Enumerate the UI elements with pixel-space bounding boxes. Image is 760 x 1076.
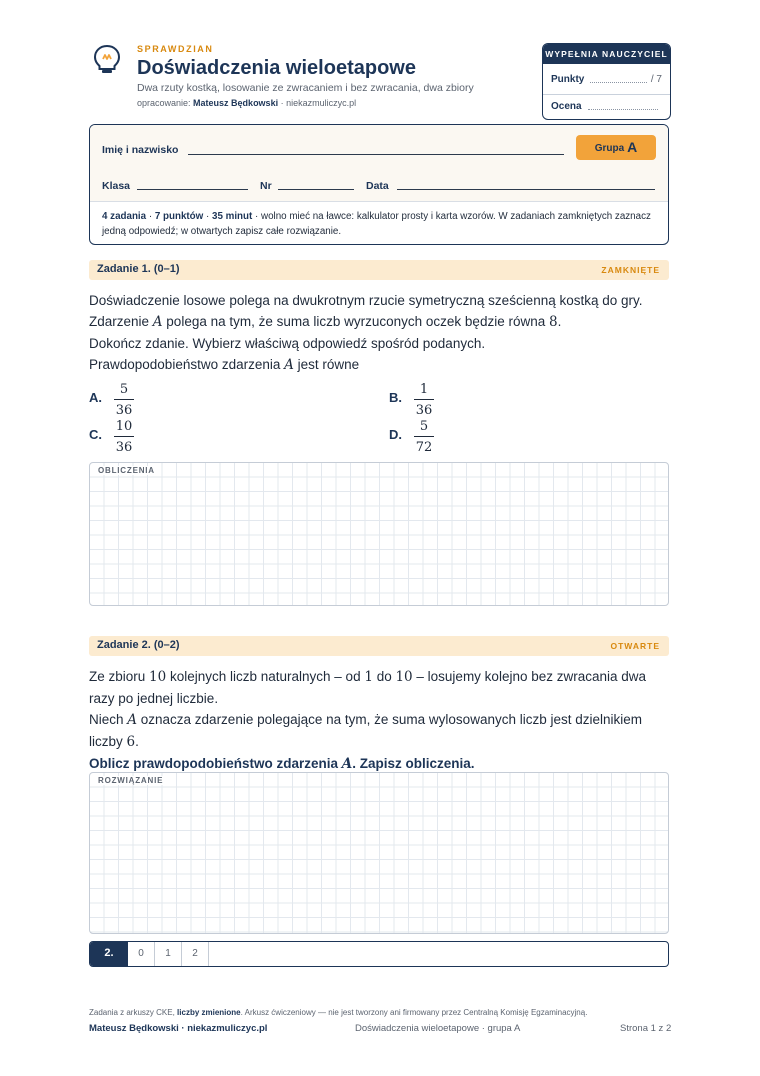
text-run: . Arkusz ćwiczeniowy — nie jest tworzony ani firmowany przez Centralną Komisję Egzaminacyjną. <box>240 1008 588 1017</box>
text-run: Niech <box>89 712 128 727</box>
name-field[interactable] <box>188 154 564 155</box>
sheet-kicker: SPRAWDZIAN <box>137 44 214 54</box>
task2-line: razy po jednej liczbie. <box>89 691 219 706</box>
text-run: Zdarzenie <box>89 314 153 329</box>
denominator: 72 <box>415 440 433 455</box>
score-option-0[interactable]: 0 <box>128 942 155 966</box>
credit-prefix: opracowanie: <box>137 98 194 108</box>
points-row <box>551 74 662 85</box>
credit-site: · niekazmuliczyc.pl <box>278 98 357 108</box>
number: 10 <box>395 669 413 685</box>
number: 10 <box>149 669 167 685</box>
points-label: Punkty <box>551 74 585 85</box>
task2-header <box>89 636 669 656</box>
group-label: Grupa <box>594 143 625 154</box>
text-run: liczby <box>89 734 127 749</box>
text-run: . <box>557 314 562 329</box>
nr-label: Nr <box>260 180 272 192</box>
author-credit <box>137 98 356 108</box>
teacher-box <box>542 43 671 120</box>
task2-kind: OTWARTE <box>610 641 660 651</box>
class-label: Klasa <box>102 180 131 192</box>
fraction <box>115 418 133 456</box>
score-option-2[interactable]: 2 <box>182 942 209 966</box>
info-points: 7 punktów <box>154 211 204 222</box>
text-run: polega na tym, że suma liczb wyrzuconych oczek będzie równa <box>162 314 549 329</box>
info-sep: · <box>146 211 155 222</box>
var-a: A <box>284 357 294 373</box>
denominator: 36 <box>115 403 133 418</box>
task1-line <box>89 354 679 376</box>
var-a: A <box>341 756 353 772</box>
footer-author: Mateusz Będkowski · niekazmuliczyc.pl <box>89 1023 268 1034</box>
teacher-box-divider <box>543 94 670 95</box>
text-run: Zadania z arkuszy CKE, <box>89 1008 178 1017</box>
number: 6 <box>126 734 136 750</box>
denominator: 36 <box>415 403 433 418</box>
footer-title: Doświadczenia wieloetapowe · grupa A <box>355 1023 521 1034</box>
var-a: A <box>127 712 138 728</box>
text-run: Oblicz prawdopodobieństwo zdarzenia <box>89 756 342 771</box>
group-badge <box>576 135 656 160</box>
text-run: kolejnych liczb naturalnych – od <box>166 669 365 684</box>
task2-line <box>89 709 679 731</box>
grade-label: Ocena <box>551 101 582 112</box>
fraction <box>415 381 433 419</box>
task2-line <box>89 731 679 753</box>
numerator: 5 <box>419 419 429 434</box>
nr-field[interactable] <box>278 189 354 190</box>
grade-row <box>551 101 662 112</box>
exam-info <box>102 209 656 239</box>
text-run: oznacza zdarzenie polegające na tym, że suma wylosowanych liczb jest dzielnikiem <box>137 712 643 727</box>
class-field[interactable] <box>137 189 248 190</box>
fraction-bar <box>114 399 134 400</box>
points-max: / 7 <box>650 74 662 85</box>
denominator: 36 <box>115 440 133 455</box>
page-subtitle: Dwa rzuty kostką, losowanie ze zwracaniem i bez zwracania, dwa zbiory <box>137 82 474 94</box>
fraction-bar <box>414 399 434 400</box>
fraction <box>115 381 133 419</box>
text-run: jest równe <box>293 357 360 372</box>
group-value: A <box>627 139 638 155</box>
text-run: . Zapisz obliczenia. <box>352 756 475 771</box>
work-area-label: OBLICZENIA <box>98 466 155 475</box>
info-sep: · <box>203 211 212 222</box>
fraction-bar <box>114 436 134 437</box>
info-rules: · wolno mieć na ławce: kalkulator prosty i karta wzorów. W zadaniach zamkniętych zaznacz jedną odpowiedź; w otwartych zapisz całe rozwiązanie. <box>102 211 651 237</box>
footer-page-number: Strona 1 z 2 <box>620 1023 672 1034</box>
numerator: 5 <box>119 382 129 397</box>
option-letter: C. <box>89 427 102 442</box>
footer-note-bold: liczby zmienione <box>177 1008 241 1017</box>
task1-text <box>89 290 679 376</box>
task2-score-bar <box>89 941 669 967</box>
task2-work-area[interactable] <box>89 772 669 934</box>
text-run: do <box>372 669 396 684</box>
info-tasks: 4 zadania <box>102 211 147 222</box>
task1-header <box>89 260 669 280</box>
task1-kind: ZAMKNIĘTE <box>601 265 660 275</box>
student-fields-area <box>90 125 668 202</box>
option-letter: A. <box>89 390 102 405</box>
credit-author: Mateusz Będkowski <box>193 98 279 108</box>
var-a: A <box>152 314 163 330</box>
name-label: Imię i nazwisko <box>102 144 179 156</box>
fraction-bar <box>414 436 434 437</box>
task2-line <box>89 666 679 688</box>
text-run: Ze zbioru <box>89 669 150 684</box>
number: 8 <box>548 314 558 330</box>
numerator: 1 <box>419 382 429 397</box>
info-time: 35 minut <box>212 211 253 222</box>
numerator: 10 <box>115 419 133 434</box>
task1-title: Zadanie 1. (0–1) <box>97 263 180 275</box>
text-run: – losujemy kolejno bez zwracania dwa <box>412 669 647 684</box>
page-title: Doświadczenia wieloetapowe <box>137 57 416 79</box>
student-info-box <box>89 124 669 245</box>
task1-line: Dokończ zdanie. Wybierz właściwą odpowiedź spośród podanych. <box>89 336 486 351</box>
fraction <box>415 418 433 456</box>
option-letter: D. <box>389 427 402 442</box>
lightbulb-logo-icon <box>90 42 124 76</box>
option-letter: B. <box>389 390 402 405</box>
task1-work-area[interactable] <box>89 462 669 606</box>
date-label: Data <box>366 180 389 192</box>
footer-note <box>89 1008 587 1017</box>
task2-title: Zadanie 2. (0–2) <box>97 639 180 651</box>
work-area-label: ROZWIĄZANIE <box>98 776 164 785</box>
task1-line: Doświadczenie losowe polega na dwukrotnym rzucie symetryczną sześcienną kostką do gry. <box>89 293 643 308</box>
teacher-box-title: WYPEŁNIA NAUCZYCIEL <box>543 44 670 64</box>
score-task-number: 2. <box>90 942 128 966</box>
text-run: . <box>135 734 139 749</box>
date-field[interactable] <box>397 189 655 190</box>
points-field[interactable] <box>590 82 647 83</box>
score-option-1[interactable]: 1 <box>155 942 182 966</box>
task2-text <box>89 666 679 775</box>
number: 1 <box>364 669 373 685</box>
text-run: Prawdopodobieństwo zdarzenia <box>89 357 285 372</box>
task1-line <box>89 311 679 333</box>
grade-field[interactable] <box>588 109 658 110</box>
